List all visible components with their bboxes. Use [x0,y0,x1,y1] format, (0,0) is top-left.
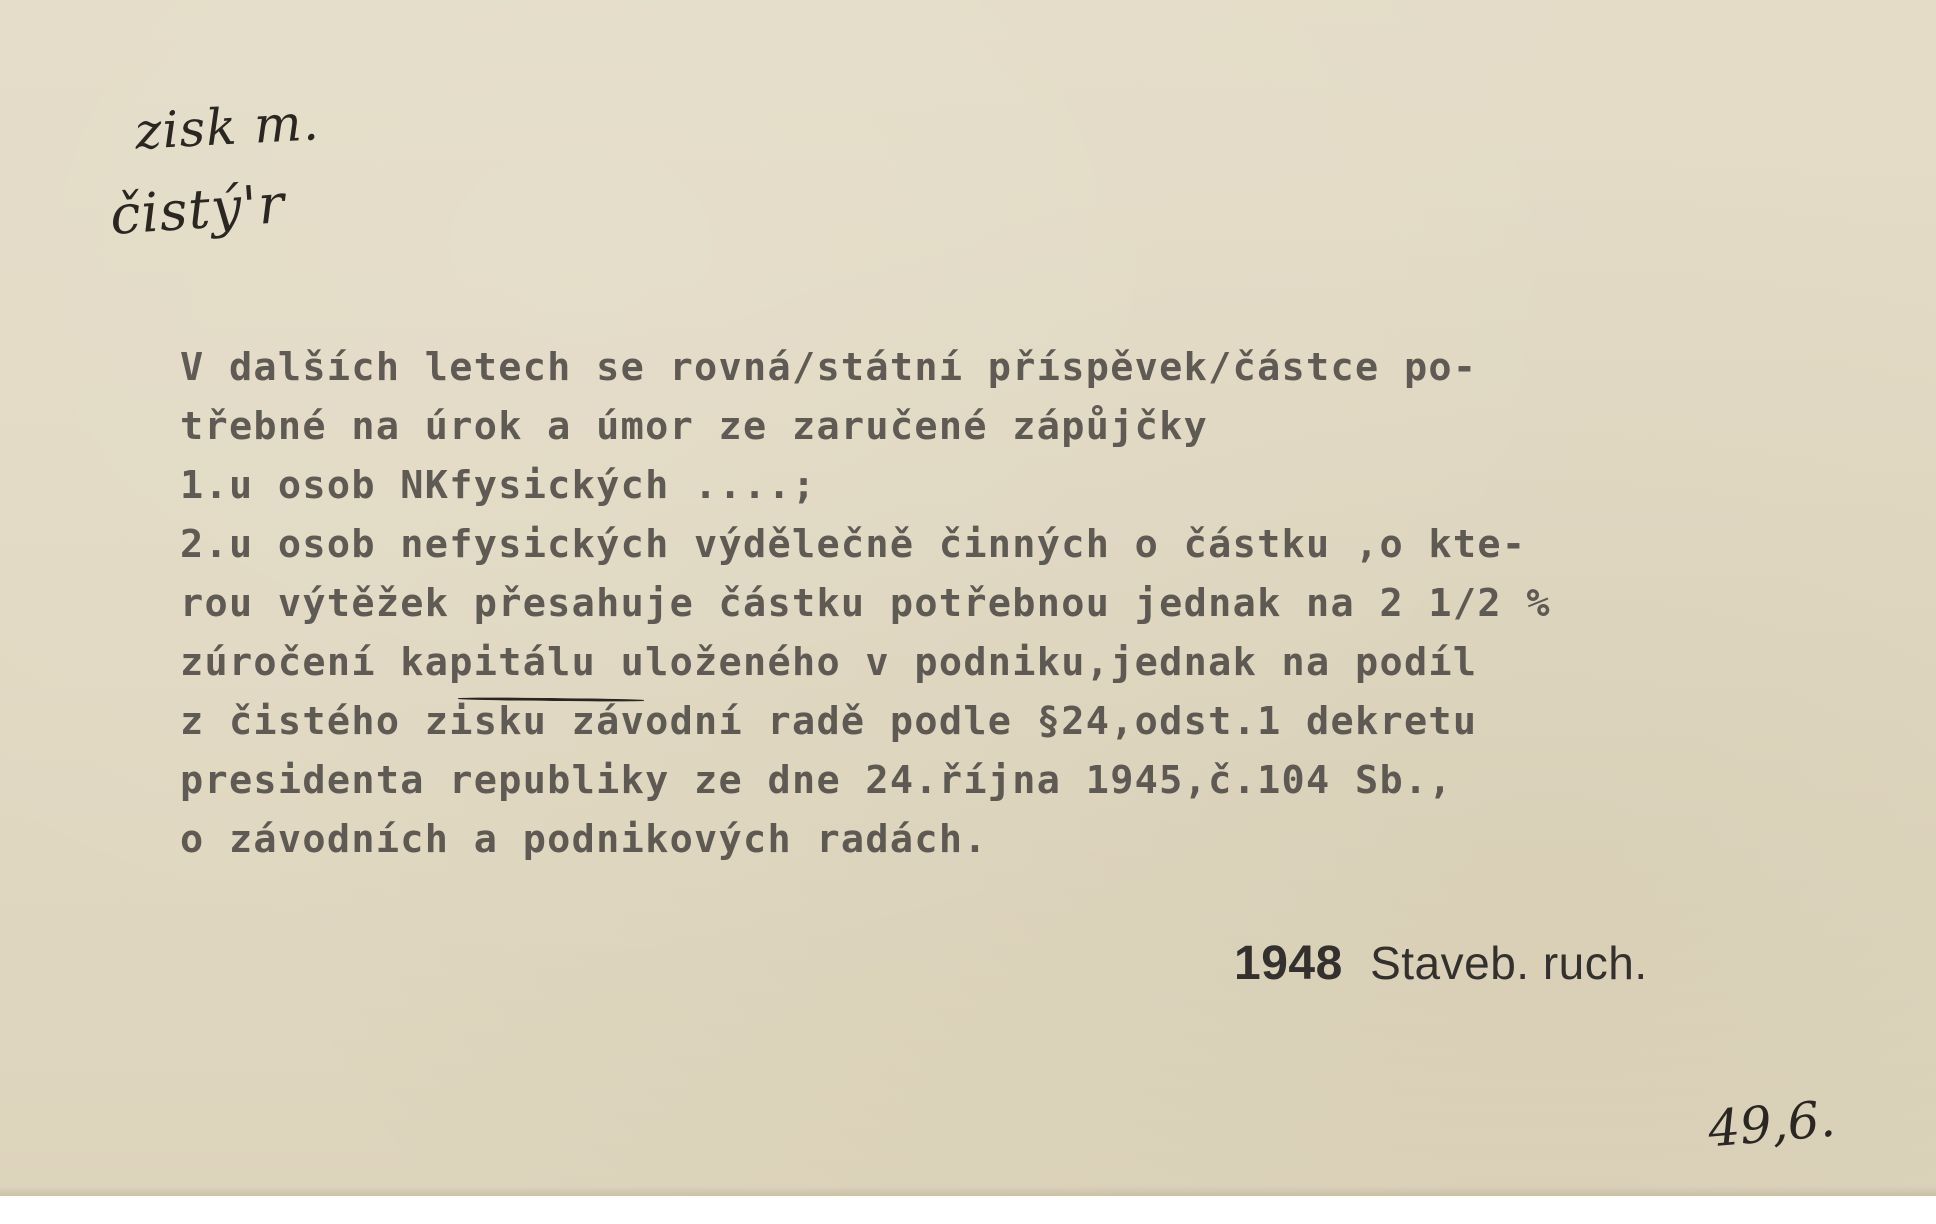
typed-line: presidenta republiky ze dne 24.října 1945,č.104 Sb., [180,758,1453,803]
handwritten-note-top-1: zisk m. [133,93,321,161]
typed-line: 1.u osob NKfysických ....; [180,463,817,508]
handwritten-note-top-2: čistý'r [108,171,288,248]
stamp-source: Staveb. ruch. [1370,937,1648,989]
handwritten-page-number: 49,6. [1705,1089,1838,1159]
stamp-year: 1948 [1234,937,1343,990]
card-bottom-margin [0,1196,1936,1224]
source-stamp [1234,936,1648,991]
typed-line: rou výtěžek přesahuje částku potřebnou jednak na 2 1/2 % [180,581,1551,626]
typed-line: o závodních a podnikových radách. [180,817,988,862]
typed-line: zúročení kapitálu uloženého v podniku,jednak na podíl [180,640,1478,685]
typed-line: z čistého zisku závodní radě podle §24,odst.1 dekretu [180,699,1478,744]
typed-line: třebné na úrok a úmor ze zaručené zápůjčky [180,404,1209,449]
typed-line: V dalších letech se rovná/státní příspěvek/částce po- [180,345,1478,390]
typed-line: 2.u osob nefysických výdělečně činných o částku ,o kte- [180,522,1527,567]
typed-text-block [180,338,1551,869]
